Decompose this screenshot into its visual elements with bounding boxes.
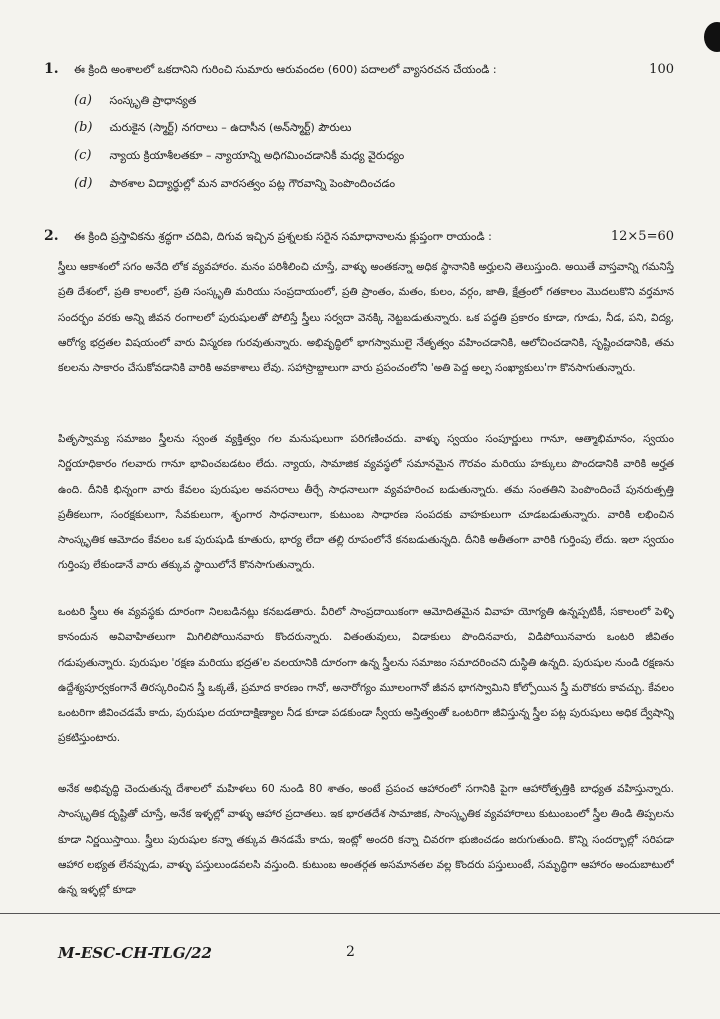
option-label: (b) <box>74 120 93 135</box>
option-c <box>74 147 404 164</box>
passage-paragraph-4: అనేక అభివృద్ధి చెందుతున్న దేశాలలో మహిళలు 60 నుండి 80 శాతం, అంటే ప్రపంచ ఆహారంలో సగానికి పైగా ఆహారోత్పత్తికి బాధ్యత వహిస్తున్నారు. సాంస్కృతిక దృష్టితో చూస్తే, అనేక ఇళ్ళల్లో వాళ్ళు ఆహార ప్రదాతలు. ఇక భారతదేశ సామాజిక, సాంస్కృతిక వ్యవహారాలు కుటుంబంలో స్త్రీల తిండి తిప్పలను కూడా నిర్ణయిస్తాయి. స్త్రీలు పురుషుల కన్నా తక్కువ తినడమే కాదు, ఇంట్లో అందరి కన్నా చివరగా భుజించడం జరుగుతుంది. కొన్ని సందర్భాల్లో సరిపడా ఆహార లభ్యత లేనప్పుడు, వాళ్ళు పస్తులుండవలసి వస్తుంది. కుటుంబ అంతర్గత అసమానతల వల్ల కొందరు పస్తులుంటే, సమృద్ధిగా ఆహారం అందుబాటులో ఉన్న ఇళ్ళల్లో కూడా <box>58 783 674 897</box>
option-label: (d) <box>74 176 93 191</box>
question-1 <box>44 61 680 201</box>
option-b <box>74 119 351 136</box>
option-text: చురుకైన (స్మార్ట్) నగరాలు – ఉదాసీన (అన్‌స్మార్ట్) పౌరులు <box>109 121 352 134</box>
option-d <box>74 175 395 192</box>
question-text: ఈ క్రింది అంశాలలో ఒకదానిని గురించి సుమారు ఆరువందల (600) పదాలలో వ్యాసరచన చేయండి : <box>74 63 497 76</box>
footer-divider <box>0 913 720 914</box>
question-text: ఈ క్రింది ప్రస్తావికను శ్రద్ధగా చదివి, దిగువ ఇచ్చిన ప్రశ్నలకు సరైన సమాధానాలను క్లుప్తంగా రాయండి : <box>74 230 492 243</box>
question-number: 1. <box>44 61 59 77</box>
passage-paragraph-2: పితృస్వామ్య సమాజం స్త్రీలను స్వంత వ్యక్తిత్వం గల మనుషులుగా పరిగణించదు. వాళ్ళు స్వయం సంపూర్ణులు గానూ, ఆత్మాభిమానం, స్వయం నిర్ణయాధికారం గలవారు గానూ భావించబడటం లేదు. న్యాయ, సామాజిక వ్యవస్థలో సమానమైన గౌరవం మరియు హక్కులు పొందడానికి వారికి అర్హత ఉంది. దీనికి భిన్నంగా వారు కేవలం పురుషుల అవసరాలు తీర్చే సాధనాలుగా వ్యవహరించ బడుతున్నారు. తమ సంతతిని పెంపొందించే పునరుత్పత్తి ప్రతీకలుగా, సంరక్షకులుగా, సేవకులుగా, శృంగార సాధనాలుగా, కుటుంబ సాధారణ సంపదకు వాహకులుగా చూడబడుతున్నారు. వారికి లభించిన సాంస్కృతిక ఆమోదం కేవలం ఒక పురుషుడి కూతురు, భార్య లేదా తల్లి రూపంలోనే కనబడుతున్నది. దీనికి అతీతంగా వారికి గుర్తింపు లేదు. ఇలా స్వయం గుర్తింపు లేకుండానే వారు తక్కువ స్థాయిలోనే కొనసాగుతున్నారు. <box>58 433 674 572</box>
option-text: పాఠశాల విద్యార్థుల్లో మన వారసత్వం పట్ల గౌరవాన్ని పెంపొందించడం <box>109 177 396 190</box>
question-number: 2. <box>44 228 59 244</box>
option-text: సంస్కృతి ప్రాధాన్యత <box>109 94 197 107</box>
option-a <box>74 92 196 109</box>
passage-paragraph-1: స్త్రీలు ఆకాశంలో సగం అనేది లోక వ్యవహారం. మనం పరిశీలించి చూస్తే, వాళ్ళు అంతకన్నా అధిక స్థానానికి అర్హులని తెలుస్తుంది. అయితే వాస్తవాన్ని గమనిస్తే ప్రతి దేశంలో, ప్రతి కాలంలో, ప్రతి సంస్కృతి మరియు సంప్రదాయంలో, ప్రతి ప్రాంతం, మతం, కులం, వర్గం, జాతి, క్షేత్రంలో గతకాలం మొదలుకొని వర్తమాన సందర్భం వరకు అన్ని జీవన రంగాలలో పురుషులతో పోలిస్తే స్త్రీలు సర్వదా వెనక్కి నెట్టబడుతున్నారు. ఒక పద్ధతి ప్రకారం కూడా, గూడు, నీడ, పని, విద్య, ఆరోగ్య భద్రతల విషయంలో వారు విస్మరణ గురవుతున్నారు. అభివృద్ధిలో భాగస్వాములై నేతృత్వం వహించడానికి, ఆలోచించడానికి, సృష్టించడానికి, తమ కలలను సాకారం చేసుకోవడానికి వారికి అవకాశాలు లేవు. సహాస్రాబ్దాలుగా వారు ప్రపంచంలోని 'అతి పెద్ద అల్ప సంఖ్యాకులు'గా కొనసాగుతున్నారు. <box>58 261 674 375</box>
option-text: న్యాయ క్రియాశీలతకూ – న్యాయాన్ని అధిగమించడానికీ మధ్య వైరుధ్యం <box>109 149 405 162</box>
option-label: (a) <box>74 93 92 108</box>
question-2 <box>44 228 680 248</box>
paper-code: M-ESC-CH-TLG/22 <box>58 944 212 962</box>
question-marks: 12×5=60 <box>610 229 674 244</box>
option-label: (c) <box>74 148 92 163</box>
passage-paragraph-3: ఒంటరి స్త్రీలు ఈ వ్యవస్థకు దూరంగా నిలబడినట్లు కనబడతారు. వీరిలో సాంప్రదాయికంగా ఆమోదితమైన వివాహ యోగ్యతి ఉన్నప్పటికీ, సకాలంలో పెళ్ళి కానందున అవివాహితలుగా మిగిలిపోయినవారు కొందరున్నారు. వితంతువులు, విడాకులు పొందినవారు, విడిపోయినవారు ఒంటరి జీవితం గడుపుతున్నారు. పురుషుల 'రక్షణ మరియు భద్రత'ల వలయానికి దూరంగా ఉన్న స్త్రీలను సమాజం సమాదరించని దుస్థితి ఉన్నది. పురుషుల నుండి రక్షణను ఉద్దేశ్యపూర్వకంగానే తిరస్కరించిన స్త్రీ ఒక్కతే, ప్రమాద కారణం గానో, అనారోగ్యం మూలంగానో జీవన భాగస్వామిని కోల్పోయిన స్త్రీ మరొకరు కావచ్చు. కేవలం ఒంటరిగా జీవించడమే కాదు, పురుషుల దయాదాక్షిణ్యాల నీడ కూడా పడకుండా స్వీయ అస్తిత్వంతో ఒంటరిగా జీవిస్తున్న స్త్రీల పట్ల పురుషులు అధిక ద్వేషాన్ని ప్రకటిస్తుంటారు. <box>58 606 674 745</box>
question-marks: 100 <box>649 62 674 77</box>
page-number: 2 <box>346 944 355 960</box>
corner-punch-hole <box>704 22 720 52</box>
